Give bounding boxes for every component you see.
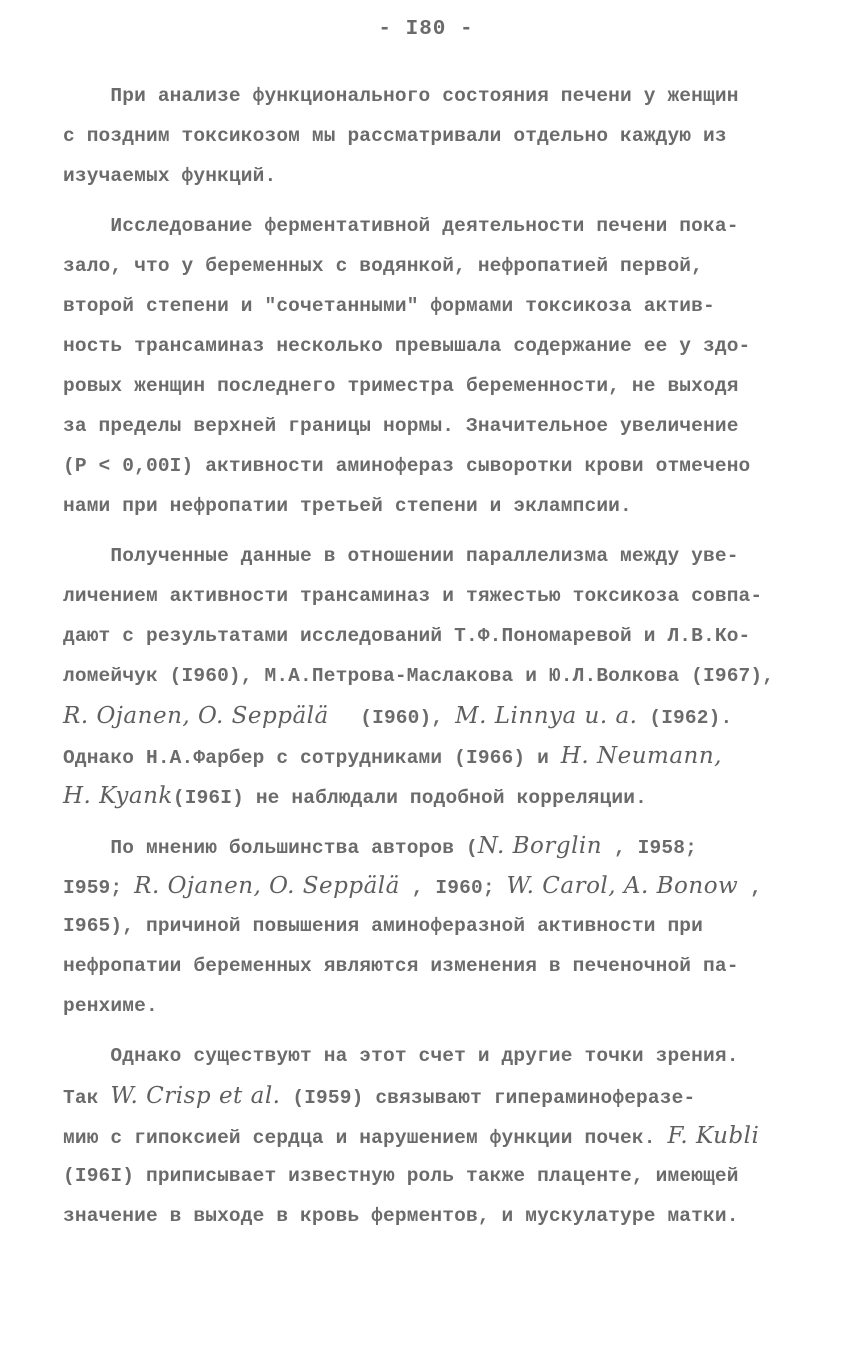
typed-text: (I96I) не наблюдали подобной корреляции. (172, 787, 647, 809)
body-text (63, 76, 803, 1236)
typed-text: нами при нефропатии третьей степени и эклампсии. (63, 495, 632, 517)
typed-text: Так (63, 1087, 111, 1109)
typed-text: мию с гипоксией сердца и нарушением функции почек. (63, 1127, 668, 1149)
text-line (63, 1116, 803, 1156)
handwritten-reference: R. Ojanen, O. Seppälä (134, 873, 400, 899)
text-line (63, 406, 803, 446)
typed-text: (I960), (336, 707, 456, 729)
typed-text: Полученные данные в отношении параллелизма между уве- (63, 545, 739, 567)
typed-text: Однако Н.А.Фарбер с сотрудниками (I966) и (63, 747, 561, 769)
text-line (63, 906, 803, 946)
handwritten-reference: W. Crisp et al. (110, 1083, 281, 1109)
handwritten-reference: M. Linnya u. a. (455, 703, 638, 729)
typed-text: При анализе функционального состояния печени у женщин (63, 85, 739, 107)
text-line (63, 1036, 803, 1076)
text-line (63, 286, 803, 326)
text-line (63, 116, 803, 156)
typed-text: за пределы верхней границы нормы. Значительное увеличение (63, 415, 739, 437)
text-line (63, 1156, 803, 1196)
handwritten-reference: H. Kyank (63, 783, 173, 809)
page-number: - I80 - (378, 18, 474, 41)
paragraph-gap (63, 196, 803, 206)
typed-text: (I96I) приписывает известную роль также плаценте, имеющей (63, 1165, 739, 1187)
typed-text: (I959) связывают гипераминоферазе- (280, 1087, 696, 1109)
handwritten-reference: F. Kubli (667, 1123, 760, 1149)
text-line (63, 736, 803, 776)
text-line (63, 156, 803, 196)
typed-text: ломейчук (I960), М.А.Петрова-Маслакова и Ю.Л.Волкова (I967), (63, 665, 775, 687)
typed-text: второй степени и "сочетанными" формами токсикоза актив- (63, 295, 715, 317)
typed-text: I959; (63, 877, 135, 899)
typed-text: I965), причиной повышения аминоферазной активности при (63, 915, 704, 937)
paragraph-gap (63, 526, 803, 536)
paragraph (63, 536, 803, 816)
typed-text: , I960; (399, 877, 507, 899)
typed-text: зало, что у беременных с водянкой, нефропатией первой, (63, 255, 704, 277)
handwritten-reference: W. Carol, A. Bonow (506, 873, 739, 899)
text-line (63, 76, 803, 116)
text-line (63, 366, 803, 406)
typed-text: ровых женщин последнего триместра беременности, не выходя (63, 375, 739, 397)
paragraph (63, 1036, 803, 1236)
typed-text: с поздним токсикозом мы рассматривали отдельно каждую из (63, 125, 727, 147)
paragraph-gap (63, 1026, 803, 1036)
typed-text: По мнению большинства авторов ( (63, 837, 478, 859)
typed-text: личением активности трансаминаз и тяжестью токсикоза совпа- (63, 585, 763, 607)
text-line (63, 1196, 803, 1236)
text-line (63, 536, 803, 576)
typed-text: (P < 0,00I) активности аминофераз сыворотки крови отмечено (63, 455, 751, 477)
text-line (63, 776, 803, 816)
typed-text: Однако существуют на этот счет и другие точки зрения. (63, 1045, 739, 1067)
paragraph (63, 206, 803, 526)
typed-text: ренхиме. (63, 995, 158, 1017)
paragraph-gap (63, 816, 803, 826)
text-line (63, 986, 803, 1026)
text-line (63, 1076, 803, 1116)
text-line (63, 486, 803, 526)
typed-text: значение в выходе в кровь ферментов, и мускулатуре матки. (63, 1205, 739, 1227)
text-line (63, 656, 803, 696)
text-line (63, 326, 803, 366)
text-line (63, 616, 803, 656)
typed-text: Исследование ферментативной деятельности печени пока- (63, 215, 739, 237)
handwritten-reference: N. Borglin (477, 833, 603, 859)
paragraph (63, 76, 803, 196)
typed-text: (I962). (637, 707, 733, 729)
typed-text: изучаемых функций. (63, 165, 277, 187)
typed-text: нефропатии беременных являются изменения в печеночной па- (63, 955, 739, 977)
typed-text: , (738, 877, 762, 899)
text-line (63, 246, 803, 286)
text-line (63, 696, 803, 736)
text-line (63, 946, 803, 986)
text-line (63, 576, 803, 616)
text-line (63, 446, 803, 486)
typed-text: , I958; (602, 837, 697, 859)
text-line (63, 826, 803, 866)
typed-text: дают с результатами исследований Т.Ф.Пономаревой и Л.В.Ко- (63, 625, 751, 647)
handwritten-reference: H. Neumann, (560, 743, 722, 769)
text-line (63, 206, 803, 246)
text-line (63, 866, 803, 906)
typed-text: ность трансаминаз несколько превышала содержание ее у здо- (63, 335, 751, 357)
handwritten-reference: R. Ojanen, O. Seppälä (63, 703, 337, 729)
paragraph (63, 826, 803, 1026)
